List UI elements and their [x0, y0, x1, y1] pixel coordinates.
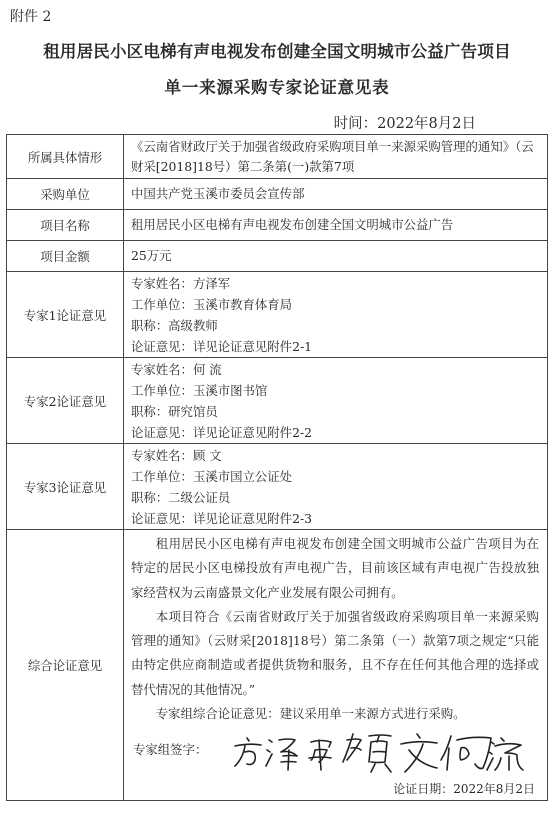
expert-name: 专家姓名：何 流 — [131, 361, 222, 377]
expert-row — [7, 358, 548, 444]
project-value: 租用居民小区电梯有声电视发布创建全国文明城市公益广告 — [124, 210, 548, 241]
expert-opinion-table — [6, 134, 548, 801]
expert-2-label: 专家2论证意见 — [7, 358, 124, 444]
attachment-label: 附件 2 — [10, 9, 52, 25]
project-label: 项目名称 — [7, 210, 124, 241]
expert-row — [7, 272, 548, 358]
purchaser-label: 采购单位 — [7, 179, 124, 210]
expert-name: 专家姓名：方泽军 — [131, 275, 231, 291]
signature-text: 方泽军 顾文 何流 — [229, 726, 237, 728]
purchaser-value: 中国共产党玉溪市委员会宣传部 — [124, 179, 548, 210]
expert-unit: 工作单位：玉溪市教育体育局 — [131, 296, 293, 312]
document-subtitle: 单一来源采购专家论证意见表 — [164, 78, 390, 97]
summary-paragraph-2: 本项目符合《云南省财政厅关于加强省级政府采购项目单一来源采购管理的通知》（云财采[2018]18号）第二条第（一）款第7项之规定“只能由特定供应商制造或者提供货物和服务，且不存在任何其他合理的选择或替代情况的其他情况。” — [131, 608, 539, 697]
summary-label: 综合论证意见 — [7, 530, 124, 801]
expert-title: 职称：高级教师 — [131, 317, 218, 333]
document-title: 租用居民小区电梯有声电视发布创建全国文明城市公益广告项目 — [43, 42, 511, 61]
form-date: 时间：2022年8月2日 — [333, 116, 476, 132]
expert-3-details — [124, 444, 548, 530]
summary-row — [7, 530, 548, 801]
expert-title: 职称：二级公证员 — [131, 489, 231, 505]
basis-value: 《云南省财政厅关于加强省级政府采购项目单一来源采购管理的通知》（云财采[2018]18号）第二条第(一)款第7项 — [124, 135, 548, 179]
expert-unit: 工作单位：玉溪市图书馆 — [131, 382, 268, 398]
expert-opinion: 论证意见：详见论证意见附件2-3 — [131, 510, 313, 526]
expert-3-label: 专家3论证意见 — [7, 444, 124, 530]
expert-title: 职称：研究馆员 — [131, 403, 218, 419]
expert-opinion: 论证意见：详见论证意见附件2-1 — [131, 338, 313, 354]
amount-value: 25万元 — [124, 241, 548, 272]
table-row — [7, 210, 548, 241]
summary-paragraph-3: 专家组综合论证意见：建议采用单一来源方式进行采购。 — [155, 706, 466, 722]
amount-label: 项目金额 — [7, 241, 124, 272]
handwritten-signature — [229, 726, 529, 776]
expert-2-details — [124, 358, 548, 444]
summary-content — [124, 530, 548, 801]
signature-row — [131, 726, 539, 778]
expert-row — [7, 444, 548, 530]
review-date: 论证日期：2022年8月2日 — [393, 782, 535, 797]
expert-unit: 工作单位：玉溪市国立公证处 — [131, 468, 293, 484]
expert-opinion: 论证意见：详见论证意见附件2-2 — [131, 424, 313, 440]
summary-paragraph-1: 租用居民小区电梯有声电视发布创建全国文明城市公益广告项目为在特定的居民小区电梯投放有声电视广告，目前该区域有声电视广告投放独家经营权为云南盛景文化产业发展有限公司拥有。 — [131, 536, 539, 600]
signature-label: 专家组签字： — [133, 742, 208, 758]
expert-1-label: 专家1论证意见 — [7, 272, 124, 358]
table-row — [7, 179, 548, 210]
table-row — [7, 135, 548, 179]
table-row — [7, 241, 548, 272]
basis-label: 所属具体情形 — [7, 135, 124, 179]
expert-name: 专家姓名：顾 文 — [131, 447, 222, 463]
expert-1-details — [124, 272, 548, 358]
